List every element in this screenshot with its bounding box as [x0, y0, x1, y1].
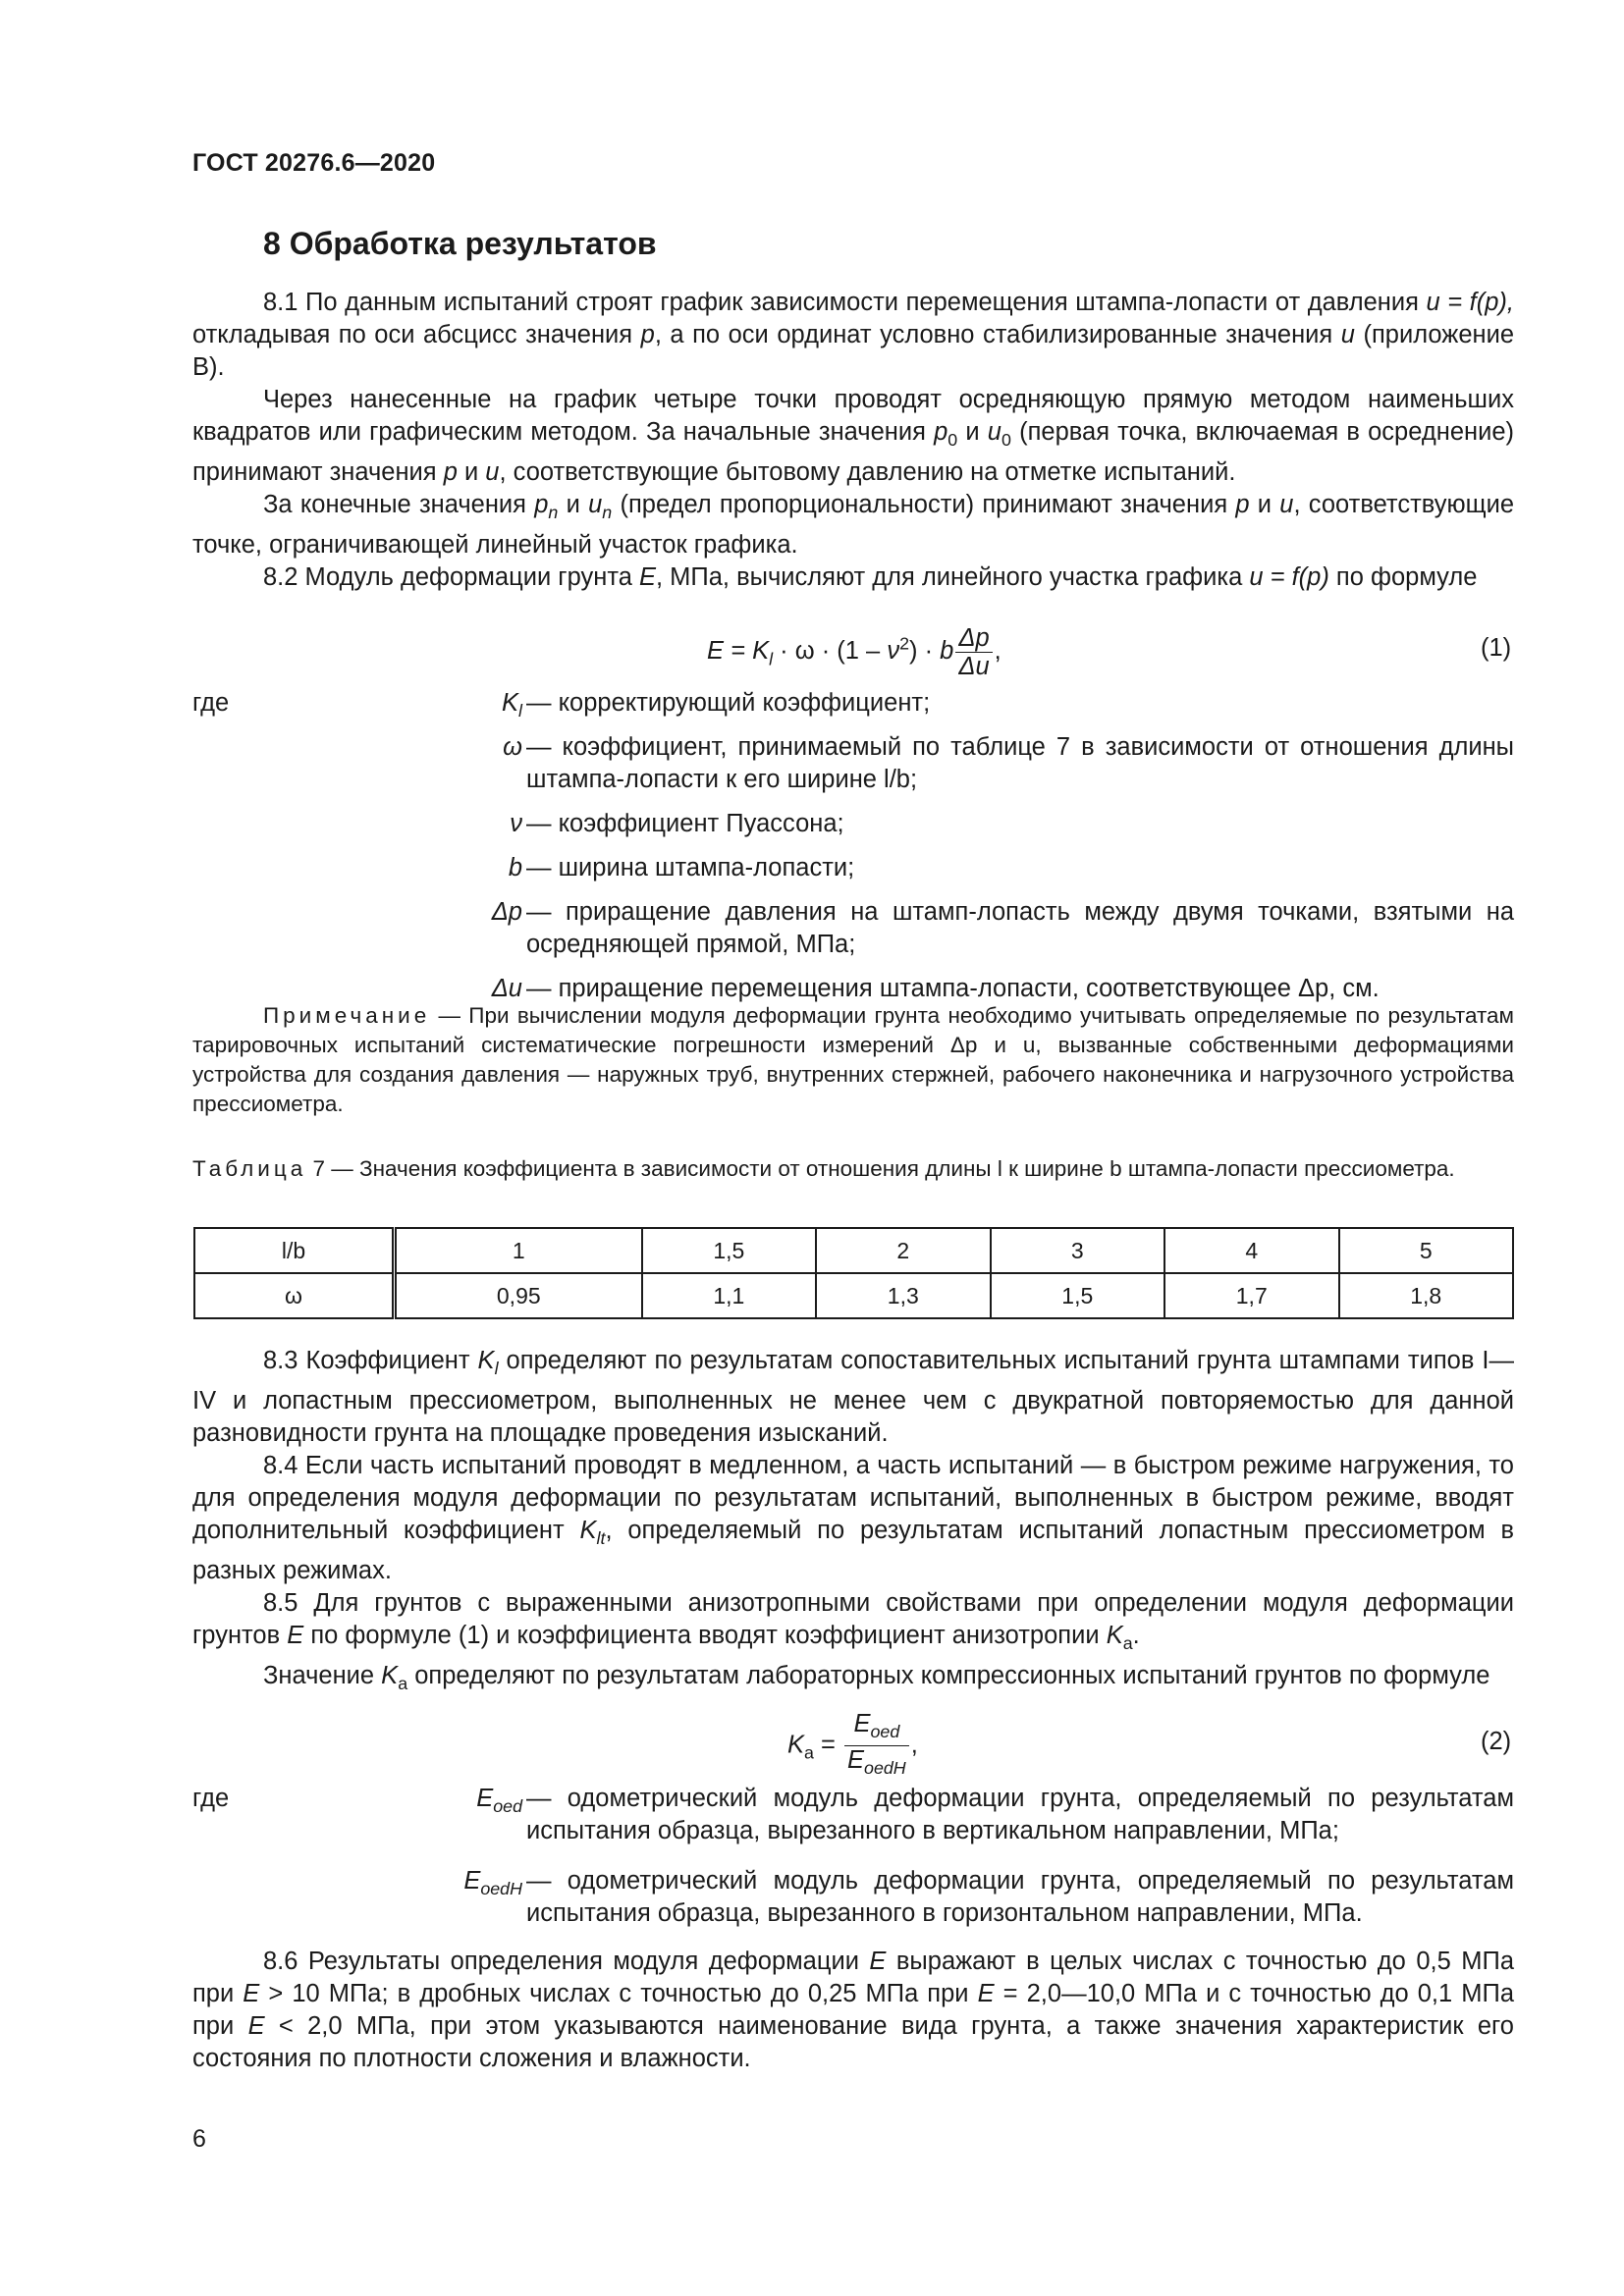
table-7 — [193, 1227, 1514, 1319]
definition-item: Δu — приращение перемещения штампа-лопасти, соответствующее Δp, см. — [491, 975, 1380, 1002]
definition-item: ω — коэффициент, принимаемый по таблице 7 в зависимости от отношения длины штампа-лопасти к его ширине l/b; — [503, 733, 1514, 793]
section-8-6 — [192, 1946, 1514, 2075]
table-cell: 0,95 — [395, 1273, 642, 1318]
table-cell: 1 — [395, 1228, 642, 1273]
formula-2-number: (2) — [1481, 1728, 1512, 1755]
fraction: $\frac{\Delta p}{\Delta u}$ — [955, 624, 992, 680]
page-number: 6 — [192, 2125, 206, 2153]
formula-1-number: (1) — [1481, 634, 1512, 662]
paragraph-8-1: 8.1 По данным испытаний строят график зависимости перемещения штампа-лопасти от давления u = f(p), откладывая по оси абсцисс значения p, а по оси ординат условно стабилизированные значения u (приложение В). — [192, 289, 1515, 381]
paragraph-8-2: 8.2 Модуль деформации грунта E, МПа, вычисляют для линейного участка графика u = f(p) по формуле — [263, 563, 1478, 592]
table-cell: 1,5 — [642, 1228, 816, 1273]
paragraph-8-5-b: Значение $K_a$ определяют по результатам лабораторных компрессионных испытаний грунтов по формуле — [263, 1662, 1490, 1694]
table-row — [194, 1228, 1513, 1273]
section-8-3-to-8-5 — [192, 1345, 1514, 1700]
paragraph-8-5: 8.5 Для грунтов с выраженными анизотропными свойствами при определении модуля деформации грунтов E по формуле (1) и коэффициента вводят коэффициент анизотропии $K_a$. — [192, 1589, 1514, 1654]
definitions-list-1 — [192, 687, 1514, 1017]
definition-item: Δp — приращение давления на штамп-лопасть между двумя точками, взятыми на осредняющей прямой, МПа; — [491, 898, 1514, 958]
table-cell: 1,8 — [1339, 1273, 1514, 1318]
definition-item: где $E_{oed}$ — одометрический модуль деформации грунта, определяемый по результатам испытания образца, вырезанного в вертикальном направлении, МПа; — [192, 1785, 1514, 1844]
table-cell: 1,3 — [816, 1273, 990, 1318]
section-title: 8 Обработка результатов — [263, 226, 657, 261]
table-cell: 4 — [1164, 1228, 1338, 1273]
section-8-1 — [192, 287, 1514, 594]
document-header: ГОСТ 20276.6—2020 — [192, 149, 436, 177]
formula-1: $E = K_l \cdot \omega \cdot (1 - \nu^2) \cdot b$ $\frac{\Delta p}{\Delta u}$ , — [707, 624, 1001, 680]
definition-item: b — ширина штампа-лопасти; — [508, 854, 855, 881]
table-caption: Таблица 7 — Значения коэффициента в зависимости от отношения длины l к ширине b штампа-лопасти прессиометра. — [192, 1156, 1455, 1181]
definition-item: $E_{oedH}$ — одометрический модуль деформации грунта, определяемый по результатам испытания образца, вырезанного в горизонтальном направлении, МПа. — [463, 1867, 1514, 1927]
table-cell: ω — [194, 1273, 395, 1318]
table-cell: 5 — [1339, 1228, 1514, 1273]
table-cell: 2 — [816, 1228, 990, 1273]
paragraph-8-4: 8.4 Если часть испытаний проводят в медленном, а часть испытаний — в быстром режиме нагружения, то для определения модуля деформации по результатам испытаний, выполненных в быстром режиме, вводят дополнительный коэффициент $K_{lt}$, определяемый по результатам испытаний лопастным прессиометром в разных режимах. — [192, 1452, 1514, 1585]
table-cell: 1,7 — [1164, 1273, 1338, 1318]
paragraph-8-6: 8.6 Результаты определения модуля деформации E выражают в целых числах с точностью до 0,5 МПа при E > 10 МПа; в дробных числах с точностью до 0,25 МПа при E = 2,0—10,0 МПа и с точностью до 0,1 МПа при E < 2,0 МПа, при этом указываются наименование вида грунта, а также значения характеристик его состояния по плотности сложения и влажности. — [192, 1948, 1514, 2072]
definitions-list-2 — [192, 1783, 1514, 1942]
note: Примечание — При вычислении модуля деформации грунта необходимо учитывать определяемые по результатам тарировочных испытаний систематические погрешности измерений Δp и u, вызванные собственными деформациями устройства для создания давления — наружных труб, внутренних стержней, рабочего наконечника и нагрузочного устройства прессиометра. — [192, 1003, 1514, 1116]
paragraph-8-1-c: За конечные значения $p_n$ и $u_n$ (предел пропорциональности) принимают значения p и u, соответствующие точке, ограничивающей линейный участок графика. — [192, 491, 1515, 560]
table-cell: 1,5 — [991, 1273, 1164, 1318]
table-cell: l/b — [194, 1228, 395, 1273]
formula-2: $K_a$ = $\frac{E_{oed}}{E_{oedH}}$ , — [787, 1710, 918, 1782]
paragraph-8-3: 8.3 Коэффициент $K_l$ определяют по результатам сопоставительных испытаний грунта штампами типов I—IV и лопастным прессиометром, выполненных не менее чем с двукратной повторяемостью для данной разновидности грунта на площадке проведения изысканий. — [192, 1347, 1514, 1448]
fraction: $\frac{E_{oed}}{E_{oedH}}$ — [844, 1710, 909, 1782]
table-row — [194, 1273, 1513, 1318]
definition-item: где $K_l$ — корректирующий коэффициент; — [192, 689, 931, 721]
paragraph-8-1-b: Через нанесенные на график четыре точки проводят осредняющую прямую методом наименьших квадратов или графическим методом. За начальные значения $p_0$ и $u_0$ (первая точка, включаемая в осреднение) принимают значения p и u, соответствующие бытовому давлению на отметке испытаний. — [192, 386, 1515, 487]
table-cell: 1,1 — [642, 1273, 816, 1318]
table-cell: 3 — [991, 1228, 1164, 1273]
definition-item: ν — коэффициент Пуассона; — [510, 810, 844, 837]
